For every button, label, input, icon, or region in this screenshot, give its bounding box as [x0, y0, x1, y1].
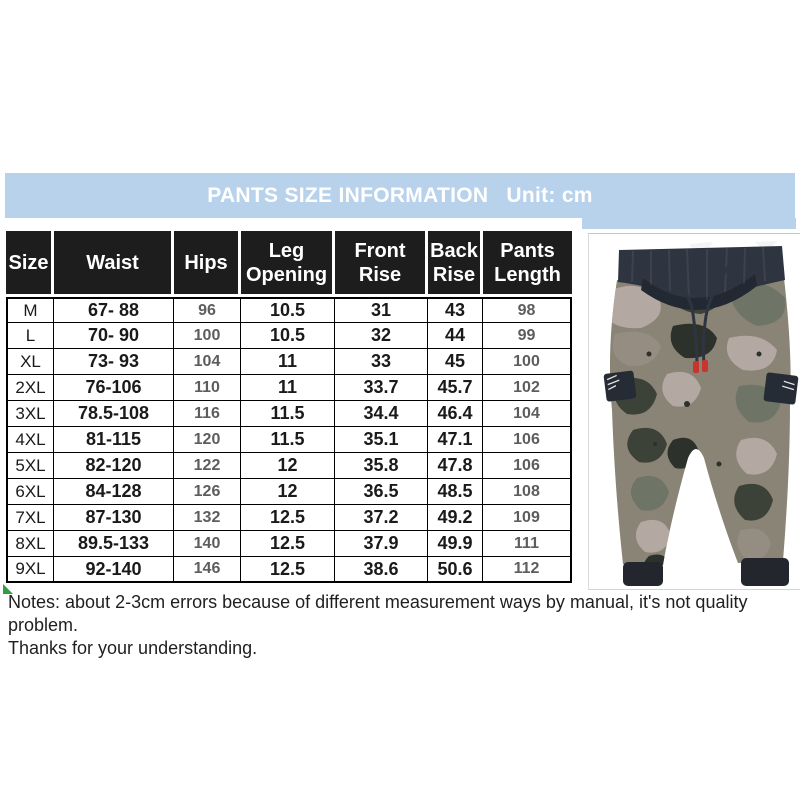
- cell-4xl-waist: 81-115: [54, 427, 174, 453]
- size-row-4xl: [6, 427, 572, 453]
- camo-pants-illustration: [589, 234, 800, 589]
- cell-l-front-rise: 32: [335, 323, 428, 349]
- cell-4xl-pants-length: 106: [483, 427, 572, 453]
- cell-9xl-pants-length: 112: [483, 557, 572, 583]
- cell-6xl-back-rise: 48.5: [428, 479, 483, 505]
- cell-xl-hips: 104: [174, 349, 241, 375]
- size-table: [6, 231, 572, 583]
- banner-title: PANTS SIZE INFORMATION: [207, 183, 489, 207]
- column-header-front-rise: Front Rise: [335, 231, 428, 297]
- cell-m-pants-length: 98: [483, 297, 572, 323]
- cell-m-leg-opening: 10.5: [241, 297, 335, 323]
- right-pocket-flap: [763, 372, 798, 405]
- cell-5xl-front-rise: 35.8: [335, 453, 428, 479]
- column-header-waist: Waist: [54, 231, 174, 297]
- header-row: [6, 231, 572, 297]
- cell-8xl-back-rise: 49.9: [428, 531, 483, 557]
- size-row-m: [6, 297, 572, 323]
- cell-9xl-front-rise: 38.6: [335, 557, 428, 583]
- size-row-xl: [6, 349, 572, 375]
- column-header-leg-opening: Leg Opening: [241, 231, 335, 297]
- cell-8xl-hips: 140: [174, 531, 241, 557]
- cell-5xl-size: 5XL: [6, 453, 54, 479]
- cell-m-front-rise: 31: [335, 297, 428, 323]
- cell-l-hips: 100: [174, 323, 241, 349]
- cell-l-leg-opening: 10.5: [241, 323, 335, 349]
- cell-6xl-size: 6XL: [6, 479, 54, 505]
- size-row-7xl: [6, 505, 572, 531]
- cell-9xl-leg-opening: 12.5: [241, 557, 335, 583]
- cell-9xl-waist: 92-140: [54, 557, 174, 583]
- right-ankle-cuff: [741, 558, 789, 586]
- cell-8xl-front-rise: 37.9: [335, 531, 428, 557]
- notes-line-2: Thanks for your understanding.: [8, 638, 258, 658]
- cell-6xl-front-rise: 36.5: [335, 479, 428, 505]
- pants-legs-camo: [603, 270, 799, 589]
- cell-4xl-size: 4XL: [6, 427, 54, 453]
- banner-unit-label: Unit: cm: [506, 183, 593, 207]
- cell-3xl-hips: 116: [174, 401, 241, 427]
- cell-8xl-leg-opening: 12.5: [241, 531, 335, 557]
- size-row-5xl: [6, 453, 572, 479]
- camo-pants-photo: [588, 233, 800, 590]
- cell-3xl-size: 3XL: [6, 401, 54, 427]
- notes-block: [8, 591, 796, 660]
- size-row-3xl: [6, 401, 572, 427]
- cell-2xl-waist: 76-106: [54, 375, 174, 401]
- notes-line-1: Notes: about 2-3cm errors because of different measurement ways by manual, it's not quality problem.: [8, 592, 748, 635]
- cell-7xl-hips: 132: [174, 505, 241, 531]
- cell-2xl-pants-length: 102: [483, 375, 572, 401]
- cell-xl-leg-opening: 11: [241, 349, 335, 375]
- banner-edge-strip: [582, 218, 796, 229]
- drawstring-tip-left: [693, 361, 699, 373]
- left-ankle-cuff: [623, 562, 663, 586]
- cell-2xl-hips: 110: [174, 375, 241, 401]
- size-row-l: [6, 323, 572, 349]
- cell-l-size: L: [6, 323, 54, 349]
- cell-xl-back-rise: 45: [428, 349, 483, 375]
- cell-7xl-pants-length: 109: [483, 505, 572, 531]
- cell-9xl-hips: 146: [174, 557, 241, 583]
- cell-4xl-front-rise: 35.1: [335, 427, 428, 453]
- cell-4xl-hips: 120: [174, 427, 241, 453]
- cell-6xl-hips: 126: [174, 479, 241, 505]
- cell-6xl-waist: 84-128: [54, 479, 174, 505]
- cell-7xl-waist: 87-130: [54, 505, 174, 531]
- cell-7xl-leg-opening: 12.5: [241, 505, 335, 531]
- cell-2xl-back-rise: 45.7: [428, 375, 483, 401]
- cell-5xl-back-rise: 47.8: [428, 453, 483, 479]
- column-header-size: Size: [6, 231, 54, 297]
- column-header-back-rise: Back Rise: [428, 231, 483, 297]
- column-header-pants-length: Pants Length: [483, 231, 572, 297]
- cell-4xl-leg-opening: 11.5: [241, 427, 335, 453]
- cell-8xl-waist: 89.5-133: [54, 531, 174, 557]
- column-header-hips: Hips: [174, 231, 241, 297]
- cell-4xl-back-rise: 47.1: [428, 427, 483, 453]
- cell-7xl-front-rise: 37.2: [335, 505, 428, 531]
- cell-9xl-back-rise: 50.6: [428, 557, 483, 583]
- cell-7xl-back-rise: 49.2: [428, 505, 483, 531]
- size-row-8xl: [6, 531, 572, 557]
- size-row-9xl: [6, 557, 572, 583]
- cell-8xl-size: 8XL: [6, 531, 54, 557]
- size-info-banner: [5, 173, 795, 218]
- cell-2xl-size: 2XL: [6, 375, 54, 401]
- cell-2xl-front-rise: 33.7: [335, 375, 428, 401]
- cell-xl-front-rise: 33: [335, 349, 428, 375]
- cell-l-back-rise: 44: [428, 323, 483, 349]
- cell-3xl-pants-length: 104: [483, 401, 572, 427]
- cell-3xl-back-rise: 46.4: [428, 401, 483, 427]
- cell-5xl-hips: 122: [174, 453, 241, 479]
- cell-m-size: M: [6, 297, 54, 323]
- cell-3xl-waist: 78.5-108: [54, 401, 174, 427]
- cell-9xl-size: 9XL: [6, 557, 54, 583]
- cell-xl-size: XL: [6, 349, 54, 375]
- cell-m-waist: 67- 88: [54, 297, 174, 323]
- left-pocket-flap: [603, 370, 636, 401]
- cell-xl-pants-length: 100: [483, 349, 572, 375]
- cell-6xl-leg-opening: 12: [241, 479, 335, 505]
- cell-8xl-pants-length: 111: [483, 531, 572, 557]
- cell-l-waist: 70- 90: [54, 323, 174, 349]
- cell-l-pants-length: 99: [483, 323, 572, 349]
- cell-5xl-leg-opening: 12: [241, 453, 335, 479]
- cell-3xl-front-rise: 34.4: [335, 401, 428, 427]
- size-row-2xl: [6, 375, 572, 401]
- cell-m-hips: 96: [174, 297, 241, 323]
- cell-m-back-rise: 43: [428, 297, 483, 323]
- cell-3xl-leg-opening: 11.5: [241, 401, 335, 427]
- cell-6xl-pants-length: 108: [483, 479, 572, 505]
- cell-xl-waist: 73- 93: [54, 349, 174, 375]
- cell-2xl-leg-opening: 11: [241, 375, 335, 401]
- cell-7xl-size: 7XL: [6, 505, 54, 531]
- size-row-6xl: [6, 479, 572, 505]
- drawstring-tip-right: [702, 360, 708, 372]
- cell-5xl-waist: 82-120: [54, 453, 174, 479]
- cell-5xl-pants-length: 106: [483, 453, 572, 479]
